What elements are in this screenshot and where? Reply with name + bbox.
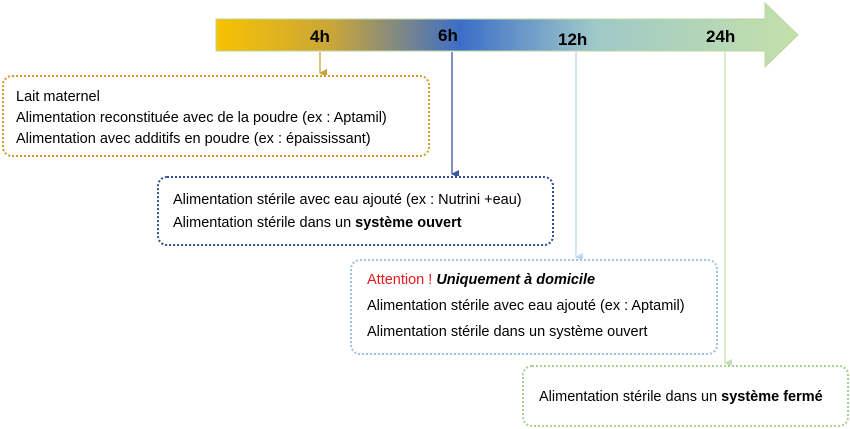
box-4h (2, 75, 430, 157)
box-24h-text: Alimentation stérile dans un (539, 389, 722, 405)
hour-label-4h: 4h (310, 27, 330, 46)
box-6h-line: Alimentation stérile avec eau ajouté (ex : Nutrini +eau) (173, 192, 522, 208)
box-24h-line (539, 387, 832, 408)
attention-label: Attention ! (367, 272, 437, 288)
hour-label-6h: 6h (438, 26, 458, 45)
hour-label-24h: 24h (706, 27, 736, 46)
box-4h-line: Alimentation reconstituée avec de la poudre (ex : Aptamil) (16, 110, 387, 126)
box-6h-emphasis: système ouvert (355, 215, 462, 231)
box-12h (350, 259, 718, 355)
box-6h-text: Alimentation stérile dans un (173, 215, 356, 231)
box-4h-line: Alimentation avec additifs en poudre (ex : épaississant) (16, 131, 371, 147)
box-6h-line (173, 213, 538, 236)
box-6h (157, 176, 554, 246)
hour-label-12h: 12h (558, 30, 588, 49)
box-12h-line: Alimentation stérile dans un système ouvert (367, 324, 648, 340)
box-12h-line: Alimentation stérile avec eau ajouté (ex : Aptamil) (367, 298, 685, 314)
attention-emphasis: Uniquement à domicile (436, 272, 596, 288)
box-12h-warning (367, 270, 701, 296)
box-24h-emphasis: système fermé (721, 389, 823, 405)
box-24h (522, 365, 849, 427)
box-4h-line: Lait maternel (16, 89, 100, 105)
